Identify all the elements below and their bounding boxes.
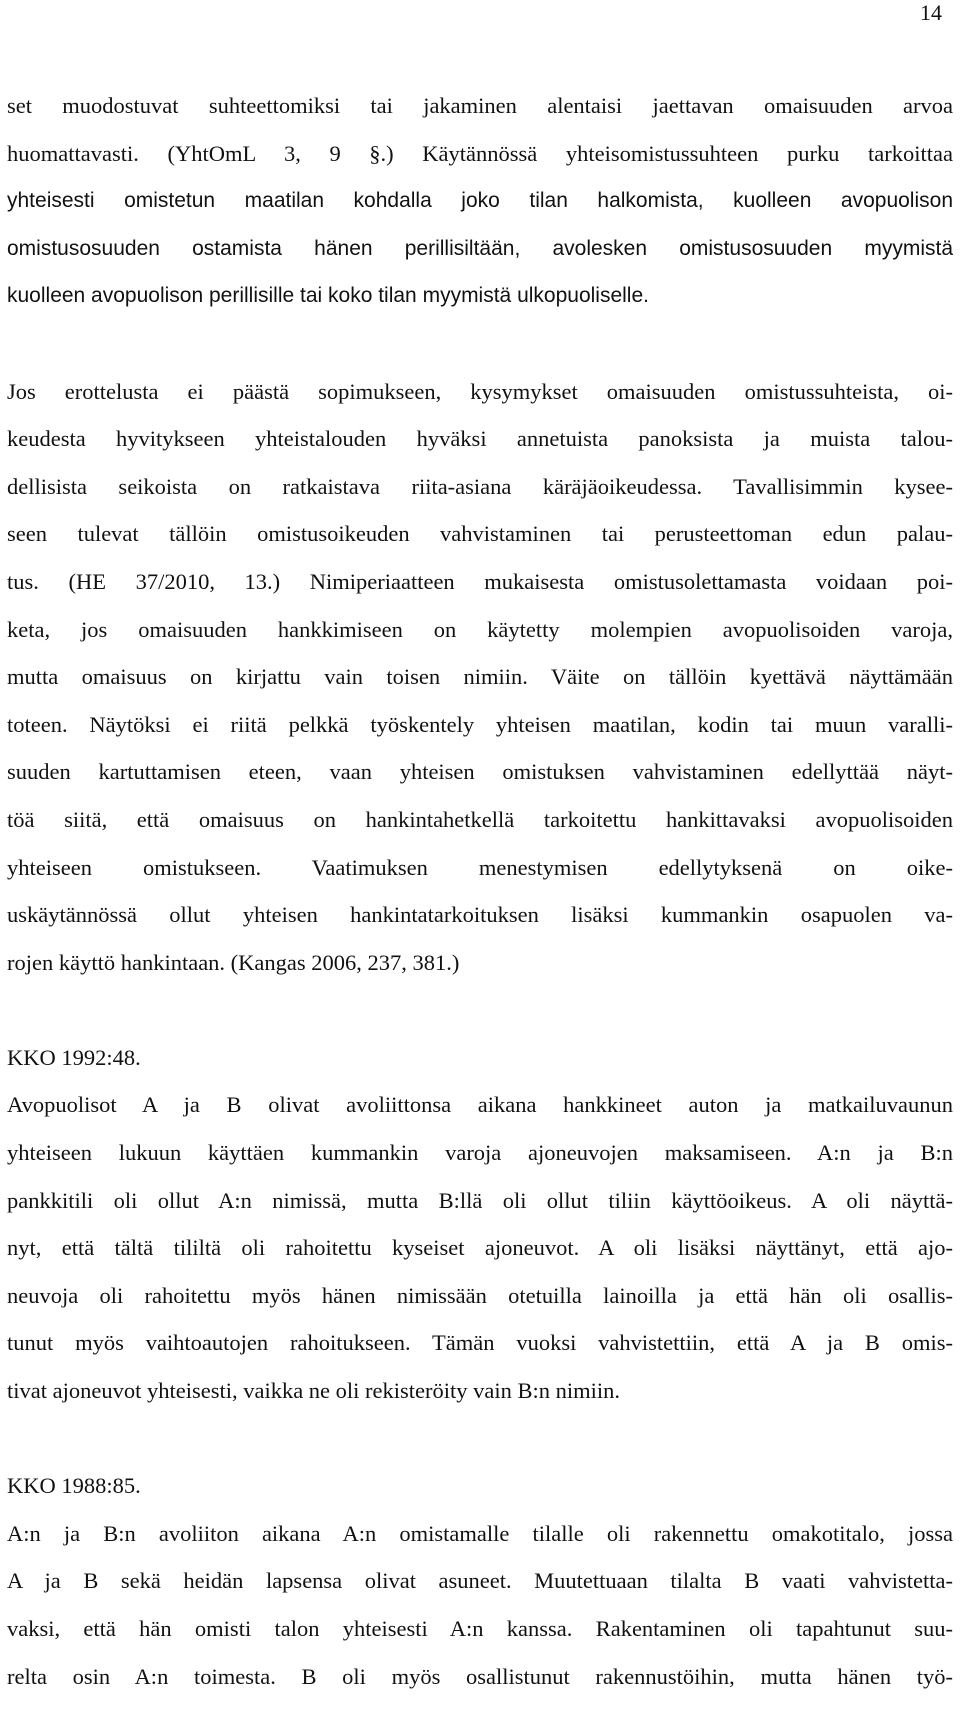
- text-line: uskäytännössä ollut yhteisen hankintatarkoituksen lisäksi kummankin osapuolen va-: [7, 902, 953, 928]
- page-number: 14: [920, 0, 942, 25]
- text-line: KKO 1992:48.: [7, 1044, 141, 1070]
- text-line: KKO 1988:85.: [7, 1473, 141, 1499]
- text-line: set muodostuvat suhteettomiksi tai jakaminen alentaisi jaettavan omaisuuden arvoa: [7, 93, 953, 118]
- text-line: omistusosuuden ostamista hänen perillisiltään, avolesken omistusosuuden myymistä: [7, 236, 953, 260]
- text-line: töä siitä, että omaisuus on hankintahetkellä tarkoitettu hankittavaksi avopuolisoiden: [7, 806, 953, 832]
- text-line: toteen. Näytöksi ei riitä pelkkä työskentely yhteisen maatilan, kodin tai muun varalli-: [7, 711, 953, 737]
- text-line: tunut myös vaihtoautojen rahoitukseen. Tämän vuoksi vahvistettiin, että A ja B omis-: [7, 1330, 953, 1356]
- text-line: suuden kartuttamisen eteen, vaan yhteisen omistuksen vahvistaminen edellyttää näyt-: [7, 759, 953, 785]
- text-line: keta, jos omaisuuden hankkimiseen on käytetty molempien avopuolisoiden varoja,: [7, 616, 953, 642]
- text-line: rojen käyttö hankintaan. (Kangas 2006, 237, 381.): [7, 949, 460, 975]
- text-line: yhteisesti omistetun maatilan kohdalla joko tilan halkomista, kuolleen avopuolison: [7, 189, 953, 213]
- text-line: Avopuolisot A ja B olivat avoliittonsa aikana hankkineet auton ja matkailuvaunun: [7, 1092, 953, 1118]
- text-line: relta osin A:n toimesta. B oli myös osallistunut rakennustöihin, mutta hänen työ-: [7, 1663, 953, 1689]
- text-line: kuolleen avopuolison perillisille tai koko tilan myymistä ulkopuoliselle.: [7, 284, 649, 308]
- paragraph-gap: [7, 320, 953, 368]
- text-line: A:n ja B:n avoliiton aikana A:n omistamalle tilalle oli rakennettu omakotitalo, jossa: [7, 1520, 953, 1546]
- text-line: yhteiseen omistukseen. Vaatimuksen menestymisen edellytyksenä on oike-: [7, 854, 953, 880]
- paragraph: [7, 1462, 953, 1700]
- body-text: [7, 82, 953, 1700]
- paragraph: [7, 1034, 953, 1415]
- paragraph-gap: [7, 986, 953, 1034]
- text-line: seen tulevat tällöin omistusoikeuden vahvistaminen tai perusteettoman edun palau-: [7, 521, 953, 547]
- text-line: dellisista seikoista on ratkaistava riita-asiana käräjäoikeudessa. Tavallisimmin kysee-: [7, 473, 953, 499]
- text-line: huomattavasti. (YhtOmL 3, 9 §.) Käytännössä yhteisomistussuhteen purku tarkoittaa: [7, 140, 953, 166]
- paragraph: [7, 82, 953, 320]
- text-line: Jos erottelusta ei päästä sopimukseen, kysymykset omaisuuden omistussuhteista, oi-: [7, 378, 953, 404]
- text-line: tus. (HE 37/2010, 13.) Nimiperiaatteen mukaisesta omistusolettamasta voidaan poi-: [7, 568, 953, 594]
- text-line: tivat ajoneuvot yhteisesti, vaikka ne oli rekisteröity vain B:n nimiin.: [7, 1378, 621, 1404]
- text-line: nyt, että tältä tililtä oli rahoitettu kyseiset ajoneuvot. A oli lisäksi näyttänyt, että ajo-: [7, 1235, 953, 1261]
- paragraph-gap: [7, 1415, 953, 1463]
- text-line: neuvoja oli rahoitettu myös hänen nimissään otetuilla lainoilla ja että hän oli osallis-: [7, 1282, 953, 1308]
- text-line: pankkitili oli ollut A:n nimissä, mutta B:llä oli ollut tiliin käyttöoikeus. A oli näyttä-: [7, 1187, 953, 1213]
- text-line: A ja B sekä heidän lapsensa olivat asuneet. Muutettuaan tilalta B vaati vahvistetta-: [7, 1568, 953, 1594]
- text-line: yhteiseen lukuun käyttäen kummankin varoja ajoneuvojen maksamiseen. A:n ja B:n: [7, 1140, 953, 1166]
- paragraph: [7, 368, 953, 987]
- text-line: vaksi, että hän omisti talon yhteisesti A:n kanssa. Rakentaminen oli tapahtunut suu-: [7, 1616, 953, 1641]
- text-line: keudesta hyvitykseen yhteistalouden hyväksi annetuista panoksista ja muista talou-: [7, 426, 953, 452]
- text-line: mutta omaisuus on kirjattu vain toisen nimiin. Väite on tällöin kyettävä näyttämään: [7, 664, 953, 690]
